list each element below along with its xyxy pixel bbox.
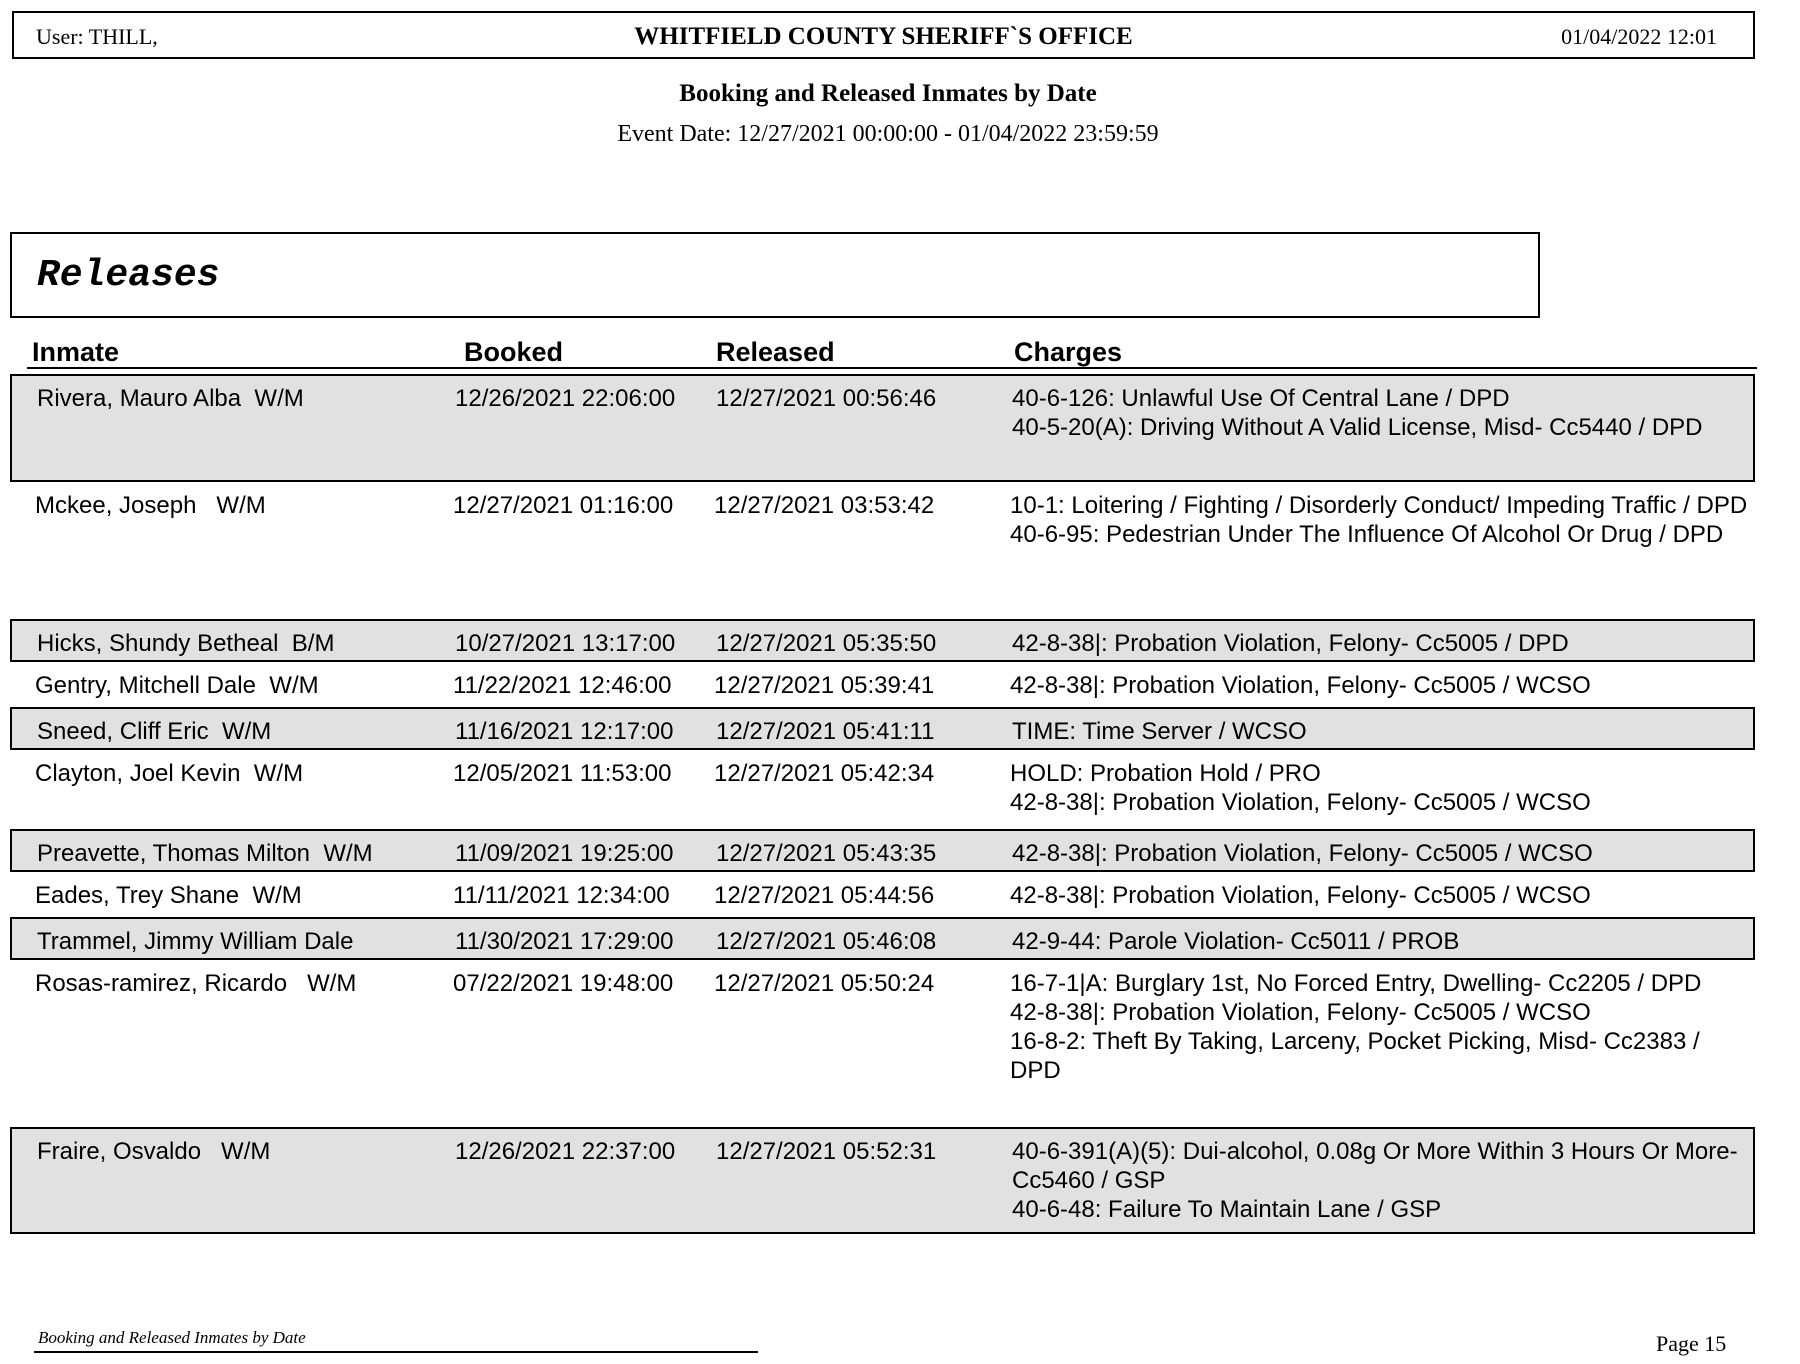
charge-item: 40-6-95: Pedestrian Under The Influence Of Alcohol Or Drug / DPD bbox=[1010, 521, 1724, 548]
charges-list bbox=[1012, 839, 1752, 868]
page-number: Page 15 bbox=[1656, 1331, 1727, 1356]
inmate-name: Fraire, Osvaldo W/M bbox=[37, 1138, 271, 1165]
column-header-booked: Booked bbox=[464, 337, 564, 367]
table-row bbox=[10, 619, 1755, 662]
table-row bbox=[10, 917, 1755, 960]
charge-item: 42-8-38|: Probation Violation, Felony- Cc5005 / DPD bbox=[1012, 630, 1569, 657]
released-datetime: 12/27/2021 05:42:34 bbox=[714, 760, 935, 787]
inmate-name: Mckee, Joseph W/M bbox=[35, 492, 266, 519]
table-row bbox=[10, 483, 1755, 617]
released-datetime: 12/27/2021 05:39:41 bbox=[714, 672, 935, 699]
charges-list bbox=[1012, 717, 1752, 746]
charges-list bbox=[1010, 491, 1750, 549]
inmate-name: Clayton, Joel Kevin W/M bbox=[35, 760, 304, 787]
charges-list bbox=[1010, 671, 1750, 700]
charge-item: 16-7-1|A: Burglary 1st, No Forced Entry, Dwelling- Cc2205 / DPD bbox=[1010, 970, 1702, 997]
event-date-range: Event Date: 12/27/2021 00:00:00 - 01/04/2022 23:59:59 bbox=[617, 121, 1159, 147]
charge-item: 40-6-391(A)(5): Dui-alcohol, 0.08g Or More Within 3 Hours Or More- Cc5460 / GSP bbox=[1012, 1138, 1738, 1194]
charge-item: 42-8-38|: Probation Violation, Felony- Cc5005 / WCSO bbox=[1012, 840, 1593, 867]
table-row bbox=[10, 1127, 1755, 1234]
footer-divider bbox=[34, 1351, 758, 1353]
released-datetime: 12/27/2021 05:46:08 bbox=[716, 928, 937, 955]
charge-item: TIME: Time Server / WCSO bbox=[1012, 718, 1307, 745]
charge-item: 40-6-126: Unlawful Use Of Central Lane / DPD bbox=[1012, 385, 1510, 412]
inmate-name: Gentry, Mitchell Dale W/M bbox=[35, 672, 319, 699]
table-row bbox=[10, 663, 1755, 707]
charges-list bbox=[1010, 759, 1750, 817]
booked-datetime: 12/26/2021 22:06:00 bbox=[455, 385, 676, 412]
table-row bbox=[10, 873, 1755, 917]
released-datetime: 12/27/2021 05:50:24 bbox=[714, 970, 935, 997]
released-datetime: 12/27/2021 05:35:50 bbox=[716, 630, 937, 657]
booked-datetime: 11/11/2021 12:34:00 bbox=[453, 882, 670, 909]
booked-datetime: 11/22/2021 12:46:00 bbox=[453, 672, 672, 699]
charge-item: 16-8-2: Theft By Taking, Larceny, Pocket Picking, Misd- Cc2383 / DPD bbox=[1010, 1028, 1700, 1084]
booked-datetime: 12/26/2021 22:37:00 bbox=[455, 1138, 676, 1165]
organization-name: WHITFIELD COUNTY SHERIFF`S OFFICE bbox=[634, 23, 1133, 50]
charges-list bbox=[1010, 969, 1750, 1085]
charges-list bbox=[1010, 881, 1750, 910]
booked-datetime: 07/22/2021 19:48:00 bbox=[453, 970, 674, 997]
charge-item: HOLD: Probation Hold / PRO bbox=[1010, 760, 1321, 787]
charges-list bbox=[1012, 629, 1752, 658]
charge-item: 42-8-38|: Probation Violation, Felony- Cc5005 / WCSO bbox=[1010, 672, 1591, 699]
released-datetime: 12/27/2021 03:53:42 bbox=[714, 492, 935, 519]
inmate-name: Sneed, Cliff Eric W/M bbox=[37, 718, 272, 745]
inmate-name: Hicks, Shundy Betheal B/M bbox=[37, 630, 335, 657]
charge-item: 10-1: Loitering / Fighting / Disorderly Conduct/ Impeding Traffic / DPD bbox=[1010, 492, 1748, 519]
inmate-name: Preavette, Thomas Milton W/M bbox=[37, 840, 373, 867]
footer-report-name: Booking and Released Inmates by Date bbox=[38, 1328, 306, 1347]
charge-item: 42-8-38|: Probation Violation, Felony- Cc5005 / WCSO bbox=[1010, 999, 1591, 1026]
section-header bbox=[10, 232, 1540, 318]
charge-item: 42-9-44: Parole Violation- Cc5011 / PROB bbox=[1012, 928, 1460, 955]
column-header-inmate: Inmate bbox=[32, 337, 120, 367]
released-datetime: 12/27/2021 00:56:46 bbox=[716, 385, 937, 412]
charge-item: 42-8-38|: Probation Violation, Felony- Cc5005 / WCSO bbox=[1010, 789, 1591, 816]
inmate-name: Rosas-ramirez, Ricardo W/M bbox=[35, 970, 357, 997]
charges-list bbox=[1012, 384, 1752, 442]
booked-datetime: 10/27/2021 13:17:00 bbox=[455, 630, 676, 657]
booked-datetime: 11/16/2021 12:17:00 bbox=[455, 718, 674, 745]
charges-list bbox=[1012, 1137, 1752, 1224]
booked-datetime: 11/09/2021 19:25:00 bbox=[455, 840, 674, 867]
booked-datetime: 12/27/2021 01:16:00 bbox=[453, 492, 674, 519]
column-header-charges: Charges bbox=[1014, 337, 1123, 367]
charge-item: 42-8-38|: Probation Violation, Felony- Cc5005 / WCSO bbox=[1010, 882, 1591, 909]
user-label: User: THILL, bbox=[36, 24, 158, 49]
released-datetime: 12/27/2021 05:52:31 bbox=[716, 1138, 937, 1165]
released-datetime: 12/27/2021 05:41:11 bbox=[716, 718, 935, 745]
inmate-name: Trammel, Jimmy William Dale bbox=[37, 928, 354, 955]
table-row bbox=[10, 961, 1755, 1126]
released-datetime: 12/27/2021 05:44:56 bbox=[714, 882, 935, 909]
booked-datetime: 12/05/2021 11:53:00 bbox=[453, 760, 672, 787]
header-divider bbox=[27, 367, 1757, 369]
inmate-name: Rivera, Mauro Alba W/M bbox=[37, 385, 304, 412]
report-title: Booking and Released Inmates by Date bbox=[679, 80, 1097, 107]
table-row bbox=[10, 751, 1755, 828]
charges-list bbox=[1012, 927, 1752, 956]
inmate-name: Eades, Trey Shane W/M bbox=[35, 882, 302, 909]
table-row bbox=[10, 707, 1755, 750]
report-datetime: 01/04/2022 12:01 bbox=[1561, 24, 1717, 49]
section-title: Releases bbox=[37, 254, 220, 297]
column-header-released: Released bbox=[716, 337, 835, 367]
table-row bbox=[10, 829, 1755, 872]
booked-datetime: 11/30/2021 17:29:00 bbox=[455, 928, 674, 955]
report-header bbox=[12, 11, 1755, 59]
released-datetime: 12/27/2021 05:43:35 bbox=[716, 840, 937, 867]
charge-item: 40-6-48: Failure To Maintain Lane / GSP bbox=[1012, 1196, 1442, 1223]
table-row bbox=[10, 374, 1755, 482]
charge-item: 40-5-20(A): Driving Without A Valid License, Misd- Cc5440 / DPD bbox=[1012, 414, 1703, 441]
